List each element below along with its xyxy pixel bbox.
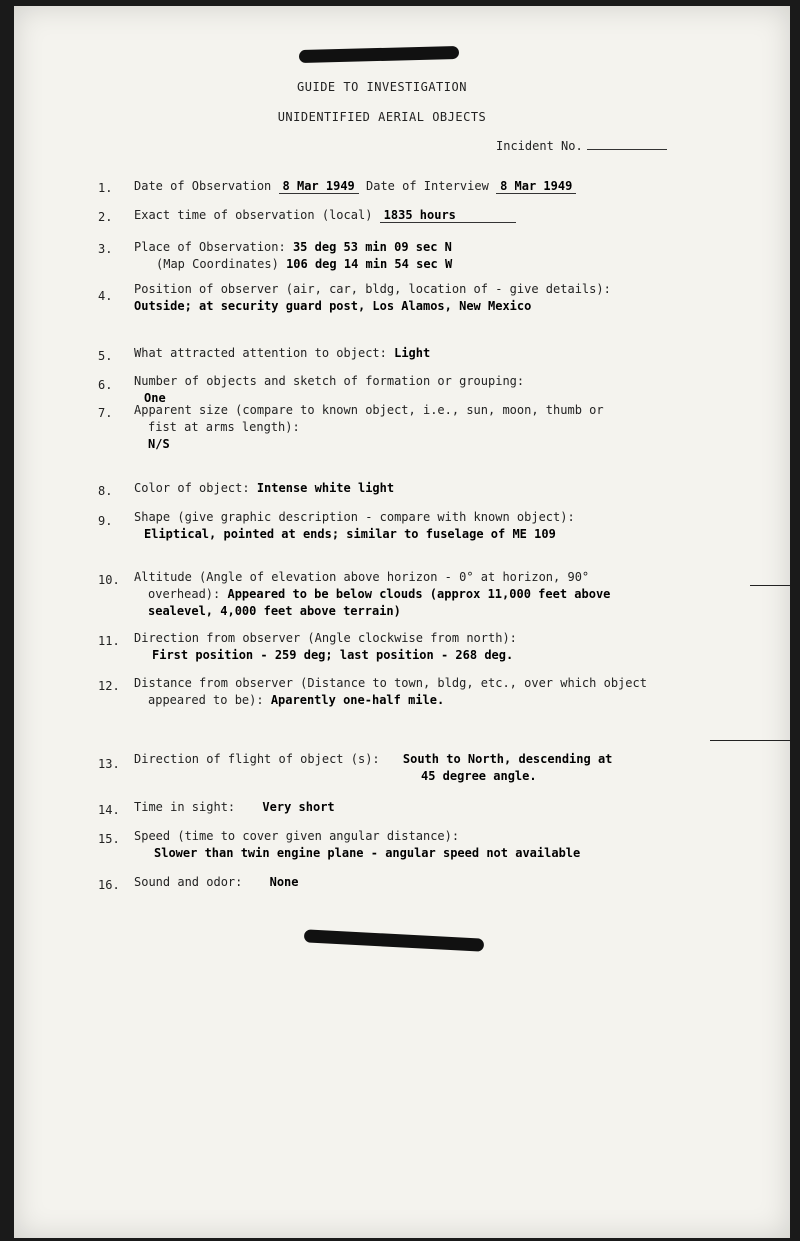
item-8 — [134, 480, 774, 497]
item-11-number: 11. — [98, 634, 120, 648]
item-14-number: 14. — [98, 803, 120, 817]
item-15 — [134, 828, 774, 862]
item-10-number: 10. — [98, 573, 120, 587]
item-1-question-2: Date of Interview — [366, 179, 489, 193]
item-11-question: Direction from observer (Angle clockwise from north): — [134, 631, 517, 645]
item-14-question: Time in sight: — [134, 800, 236, 814]
item-3-question-2: (Map Coordinates) — [156, 257, 279, 271]
item-9-question: Shape (give graphic description - compare with known object): — [134, 510, 575, 524]
item-1 — [134, 178, 774, 195]
item-4-answer: Outside; at security guard post, Los Alamos, New Mexico — [134, 299, 532, 313]
item-3-question: Place of Observation: — [134, 240, 286, 254]
document-subtitle: UNIDENTIFIED AERIAL OBJECTS — [277, 110, 487, 124]
item-7 — [134, 402, 774, 453]
item-1-number: 1. — [98, 181, 113, 195]
margin-mark-2 — [710, 740, 790, 741]
item-2-number: 2. — [98, 210, 113, 224]
item-5-answer: Light — [394, 346, 431, 360]
item-6-number: 6. — [98, 378, 113, 392]
item-16-answer: None — [269, 875, 299, 889]
redaction-mark-bottom — [304, 929, 484, 951]
item-1-question: Date of Observation — [134, 179, 272, 193]
item-12-answer: Aparently one-half mile. — [270, 693, 445, 707]
item-4-question: Position of observer (air, car, bldg, location of - give details): — [134, 282, 611, 296]
document-page — [14, 6, 790, 1238]
item-3 — [134, 239, 774, 273]
incident-label: Incident No. — [496, 139, 583, 153]
item-14-answer: Very short — [262, 800, 335, 814]
document-title: GUIDE TO INVESTIGATION — [297, 80, 467, 94]
item-13-answer-2: 45 degree angle. — [421, 769, 537, 783]
item-1-answer-2: 8 Mar 1949 — [496, 179, 576, 194]
item-11-answer: First position - 259 deg; last position - 268 deg. — [152, 648, 514, 662]
redaction-mark-top — [299, 46, 459, 63]
item-10-question: Altitude (Angle of elevation above horizon - 0° at horizon, 90° — [134, 570, 590, 584]
item-2-answer: 1835 hours — [380, 208, 516, 223]
item-15-number: 15. — [98, 832, 120, 846]
item-5 — [134, 345, 774, 362]
item-3-answer-2: 106 deg 14 min 54 sec W — [286, 257, 453, 271]
item-10-answer: Appeared to be below clouds (approx 11,000 feet above — [227, 587, 611, 601]
item-12-question-2: appeared to be): — [148, 693, 264, 707]
item-1-answer: 8 Mar 1949 — [279, 179, 359, 194]
item-9-answer: Eliptical, pointed at ends; similar to fuselage of ME 109 — [144, 527, 556, 541]
item-4 — [134, 281, 774, 315]
incident-number — [496, 139, 667, 153]
item-8-number: 8. — [98, 484, 113, 498]
item-10-answer-2: sealevel, 4,000 feet above terrain) — [148, 604, 401, 618]
item-6-answer: One — [144, 391, 166, 405]
item-6-question: Number of objects and sketch of formation or grouping: — [134, 374, 525, 388]
item-14 — [134, 799, 774, 816]
item-9-number: 9. — [98, 514, 113, 528]
item-7-question-2: fist at arms length): — [148, 420, 300, 434]
item-5-number: 5. — [98, 349, 113, 363]
item-8-answer: Intense white light — [256, 481, 395, 495]
item-13-number: 13. — [98, 757, 120, 771]
item-2 — [134, 207, 774, 224]
item-13 — [134, 751, 774, 785]
item-16 — [134, 874, 774, 891]
item-4-number: 4. — [98, 289, 113, 303]
item-12-question: Distance from observer (Distance to town, bldg, etc., over which object — [134, 676, 647, 690]
item-8-question: Color of object: — [134, 481, 250, 495]
item-13-answer: South to North, descending at — [402, 752, 613, 766]
item-12 — [134, 675, 774, 709]
margin-mark-1 — [750, 585, 790, 586]
item-16-number: 16. — [98, 878, 120, 892]
item-7-number: 7. — [98, 406, 113, 420]
item-12-number: 12. — [98, 679, 120, 693]
item-7-question: Apparent size (compare to known object, i.e., sun, moon, thumb or — [134, 403, 604, 417]
item-13-question: Direction of flight of object (s): — [134, 752, 380, 766]
item-16-question: Sound and odor: — [134, 875, 243, 889]
item-9 — [134, 509, 774, 543]
item-3-answer: 35 deg 53 min 09 sec N — [292, 240, 452, 254]
item-10 — [134, 569, 774, 620]
item-5-question: What attracted attention to object: — [134, 346, 387, 360]
item-10-question-2: overhead): — [148, 587, 221, 601]
item-15-answer: Slower than twin engine plane - angular speed not available — [154, 846, 581, 860]
incident-blank-line — [587, 149, 667, 150]
item-2-question: Exact time of observation (local) — [134, 208, 373, 222]
item-3-number: 3. — [98, 242, 113, 256]
item-11 — [134, 630, 774, 664]
item-7-answer: N/S — [148, 437, 170, 451]
item-15-question: Speed (time to cover given angular distance): — [134, 829, 460, 843]
